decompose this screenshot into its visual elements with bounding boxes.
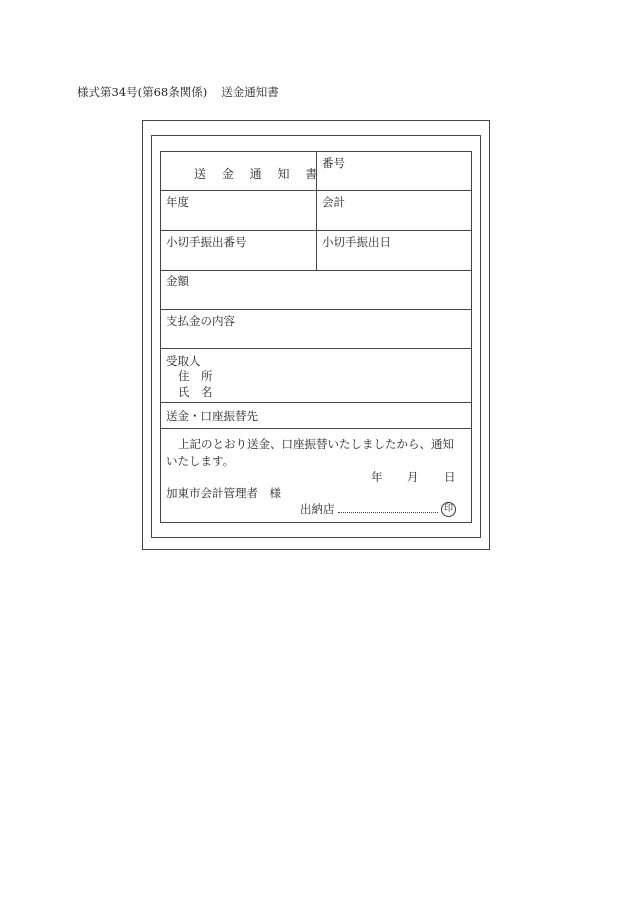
divider-row2 bbox=[160, 230, 472, 231]
notice-line-2: いたします。 bbox=[166, 454, 235, 468]
date-year: 年 bbox=[371, 470, 383, 484]
date-day: 日 bbox=[444, 470, 456, 484]
addressee: 加東市会計管理者 様 bbox=[166, 486, 281, 500]
divider-row7 bbox=[160, 428, 472, 429]
payment-content-label: 支払金の内容 bbox=[166, 314, 235, 328]
form-title: 送 金 通 知 書 bbox=[194, 167, 324, 181]
divider-row5 bbox=[160, 348, 472, 349]
recipient-label: 受取人 bbox=[166, 354, 201, 368]
account-label: 会計 bbox=[322, 195, 345, 209]
form-number: 様式第34号(第68条関係) bbox=[77, 85, 208, 99]
form-header bbox=[77, 84, 279, 100]
number-label: 番号 bbox=[322, 156, 345, 170]
transfer-destination-label: 送金・口座振替先 bbox=[166, 409, 258, 423]
divider-row3 bbox=[160, 270, 472, 271]
year-label: 年度 bbox=[166, 195, 189, 209]
amount-label: 金額 bbox=[166, 274, 189, 288]
address-label: 住 所 bbox=[178, 369, 213, 383]
divider-number-left bbox=[316, 151, 317, 190]
divider-row4 bbox=[160, 309, 472, 310]
document-name: 送金通知書 bbox=[221, 85, 279, 99]
check-number-label: 小切手振出番号 bbox=[166, 235, 247, 249]
check-date-label: 小切手振出日 bbox=[322, 235, 391, 249]
name-label: 氏 名 bbox=[178, 385, 213, 399]
divider-row6 bbox=[160, 402, 472, 403]
date-month: 月 bbox=[407, 470, 419, 484]
seal-mark: 印 bbox=[441, 502, 456, 517]
notice-line-1: 上記のとおり送金、口座振替いたしましたから、通知 bbox=[178, 437, 454, 451]
branch-label: 出納店 bbox=[300, 502, 335, 516]
signature-dotted-line bbox=[338, 512, 438, 513]
